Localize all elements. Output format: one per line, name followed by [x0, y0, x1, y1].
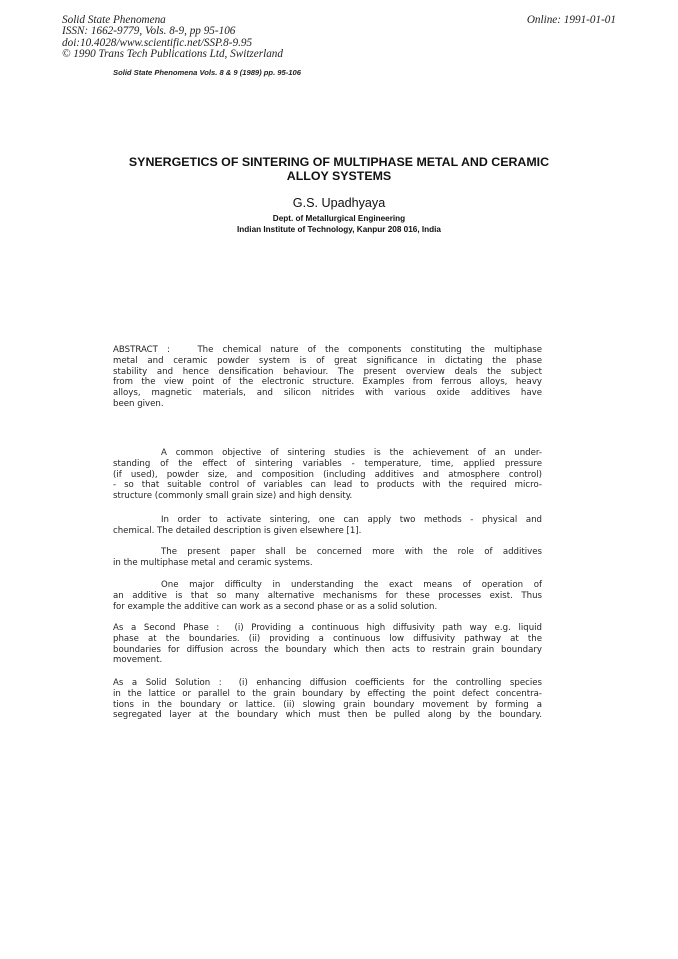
paragraph-text: (i) Providing a continuous high diffusivity path way e.g. liquid — [234, 623, 542, 633]
run-in-heading: As a Solid Solution : — [113, 678, 222, 688]
paragraph-line: standing of the effect of sintering variables - temperature, time, applied pressure — [113, 458, 542, 469]
body-paragraph — [113, 547, 542, 569]
paragraph-line: boundaries for diffusion across the boundary which then acts to restrain grain boundary — [113, 644, 542, 655]
paragraph-line — [113, 547, 542, 558]
paragraph-text: (i) enhancing diffusion coefficients for the controlling species — [238, 678, 542, 688]
abstract-line: from the view point of the electronic structure. Examples from ferrous alloys, heavy — [113, 377, 542, 388]
publication-info — [62, 15, 482, 61]
body-paragraph — [113, 580, 542, 612]
paragraph-line: an additive is that so many alternative mechanisms for these processes exist. Thus — [113, 590, 542, 601]
affiliation — [100, 213, 578, 235]
paragraph-line: for example the additive can work as a second phase or as a solid solution. — [113, 601, 438, 612]
abstract-label: ABSTRACT : — [113, 345, 170, 355]
body-paragraph — [113, 448, 542, 502]
paragraph-line: tions in the boundary or lattice. (ii) slowing grain boundary movement by forming a — [113, 699, 542, 710]
paragraph-text: In order to activate sintering, one can apply two methods - physical and — [161, 515, 542, 525]
affiliation-line: Indian Institute of Technology, Kanpur 208 016, India — [237, 225, 441, 234]
paragraph-line — [113, 448, 542, 459]
affiliation-line: Dept. of Metallurgical Engineering — [272, 214, 406, 223]
journal-citation: Solid State Phenomena Vols. 8 & 9 (1989) pp. 95-106 — [113, 68, 301, 77]
abstract — [113, 345, 542, 410]
abstract-line: stability and hence densification behaviour. The present overview deals the subject — [113, 366, 542, 377]
run-in-heading: As a Second Phase : — [113, 623, 220, 633]
paragraph-line: movement. — [113, 655, 163, 666]
paper-title — [100, 155, 578, 183]
paragraph-line — [113, 678, 542, 689]
paragraph-line — [113, 623, 542, 634]
paragraph-line: in the multiphase metal and ceramic systems. — [113, 557, 313, 568]
body-paragraph — [113, 623, 542, 666]
abstract-line: metal and ceramic powder system is of great significance in dictating the phase — [113, 355, 542, 366]
paragraph-line: (if used), powder size, and composition (including additives and atmosphere control) — [113, 469, 542, 480]
paragraph-text: One major difficulty in understanding the exact means of operation of — [161, 580, 542, 590]
online-date: Online: 1991-01-01 — [526, 14, 616, 26]
abstract-line: been given. — [113, 398, 164, 409]
author-name: G.S. Upadhyaya — [292, 196, 386, 210]
title-line: ALLOY SYSTEMS — [286, 169, 392, 184]
abstract-text: The chemical nature of the components constituting the multiphase — [197, 345, 542, 355]
body-paragraph — [113, 678, 542, 721]
abstract-line — [113, 345, 542, 356]
paragraph-text: The present paper shall be concerned more with the role of additives — [161, 547, 542, 557]
paragraph-line: - so that suitable control of variables can lead to products with the required micro- — [113, 480, 542, 491]
paragraph-line — [113, 515, 542, 526]
doi-line: doi:10.4028/www.scientific.net/SSP.8-9.95 — [62, 36, 253, 49]
abstract-line: alloys, magnetic materials, and silicon nitrides with various oxide additives have — [113, 388, 542, 399]
paragraph-line: in the lattice or parallel to the grain boundary by effecting the point defect concentra- — [113, 688, 542, 699]
paragraph-line: phase at the boundaries. (ii) providing a continuous low diffusivity pathway at the — [113, 633, 542, 644]
paragraph-text: A common objective of sintering studies is the achievement of an under- — [161, 448, 542, 458]
copyright-line: © 1990 Trans Tech Publications Ltd, Switzerland — [62, 48, 283, 61]
paragraph-line: chemical. The detailed description is given elsewhere [1]. — [113, 525, 362, 536]
issn-line: ISSN: 1662-9779, Vols. 8-9, pp 95-106 — [62, 25, 236, 38]
paragraph-line: structure (commonly small grain size) and high density. — [113, 491, 353, 502]
body-paragraph — [113, 515, 542, 537]
paragraph-line: segregated layer at the boundary which must then be pulled along by the boundary. — [113, 710, 542, 721]
journal-name: Solid State Phenomena — [62, 14, 166, 26]
title-line: SYNERGETICS OF SINTERING OF MULTIPHASE METAL AND CERAMIC — [128, 155, 550, 169]
paragraph-line — [113, 580, 542, 591]
